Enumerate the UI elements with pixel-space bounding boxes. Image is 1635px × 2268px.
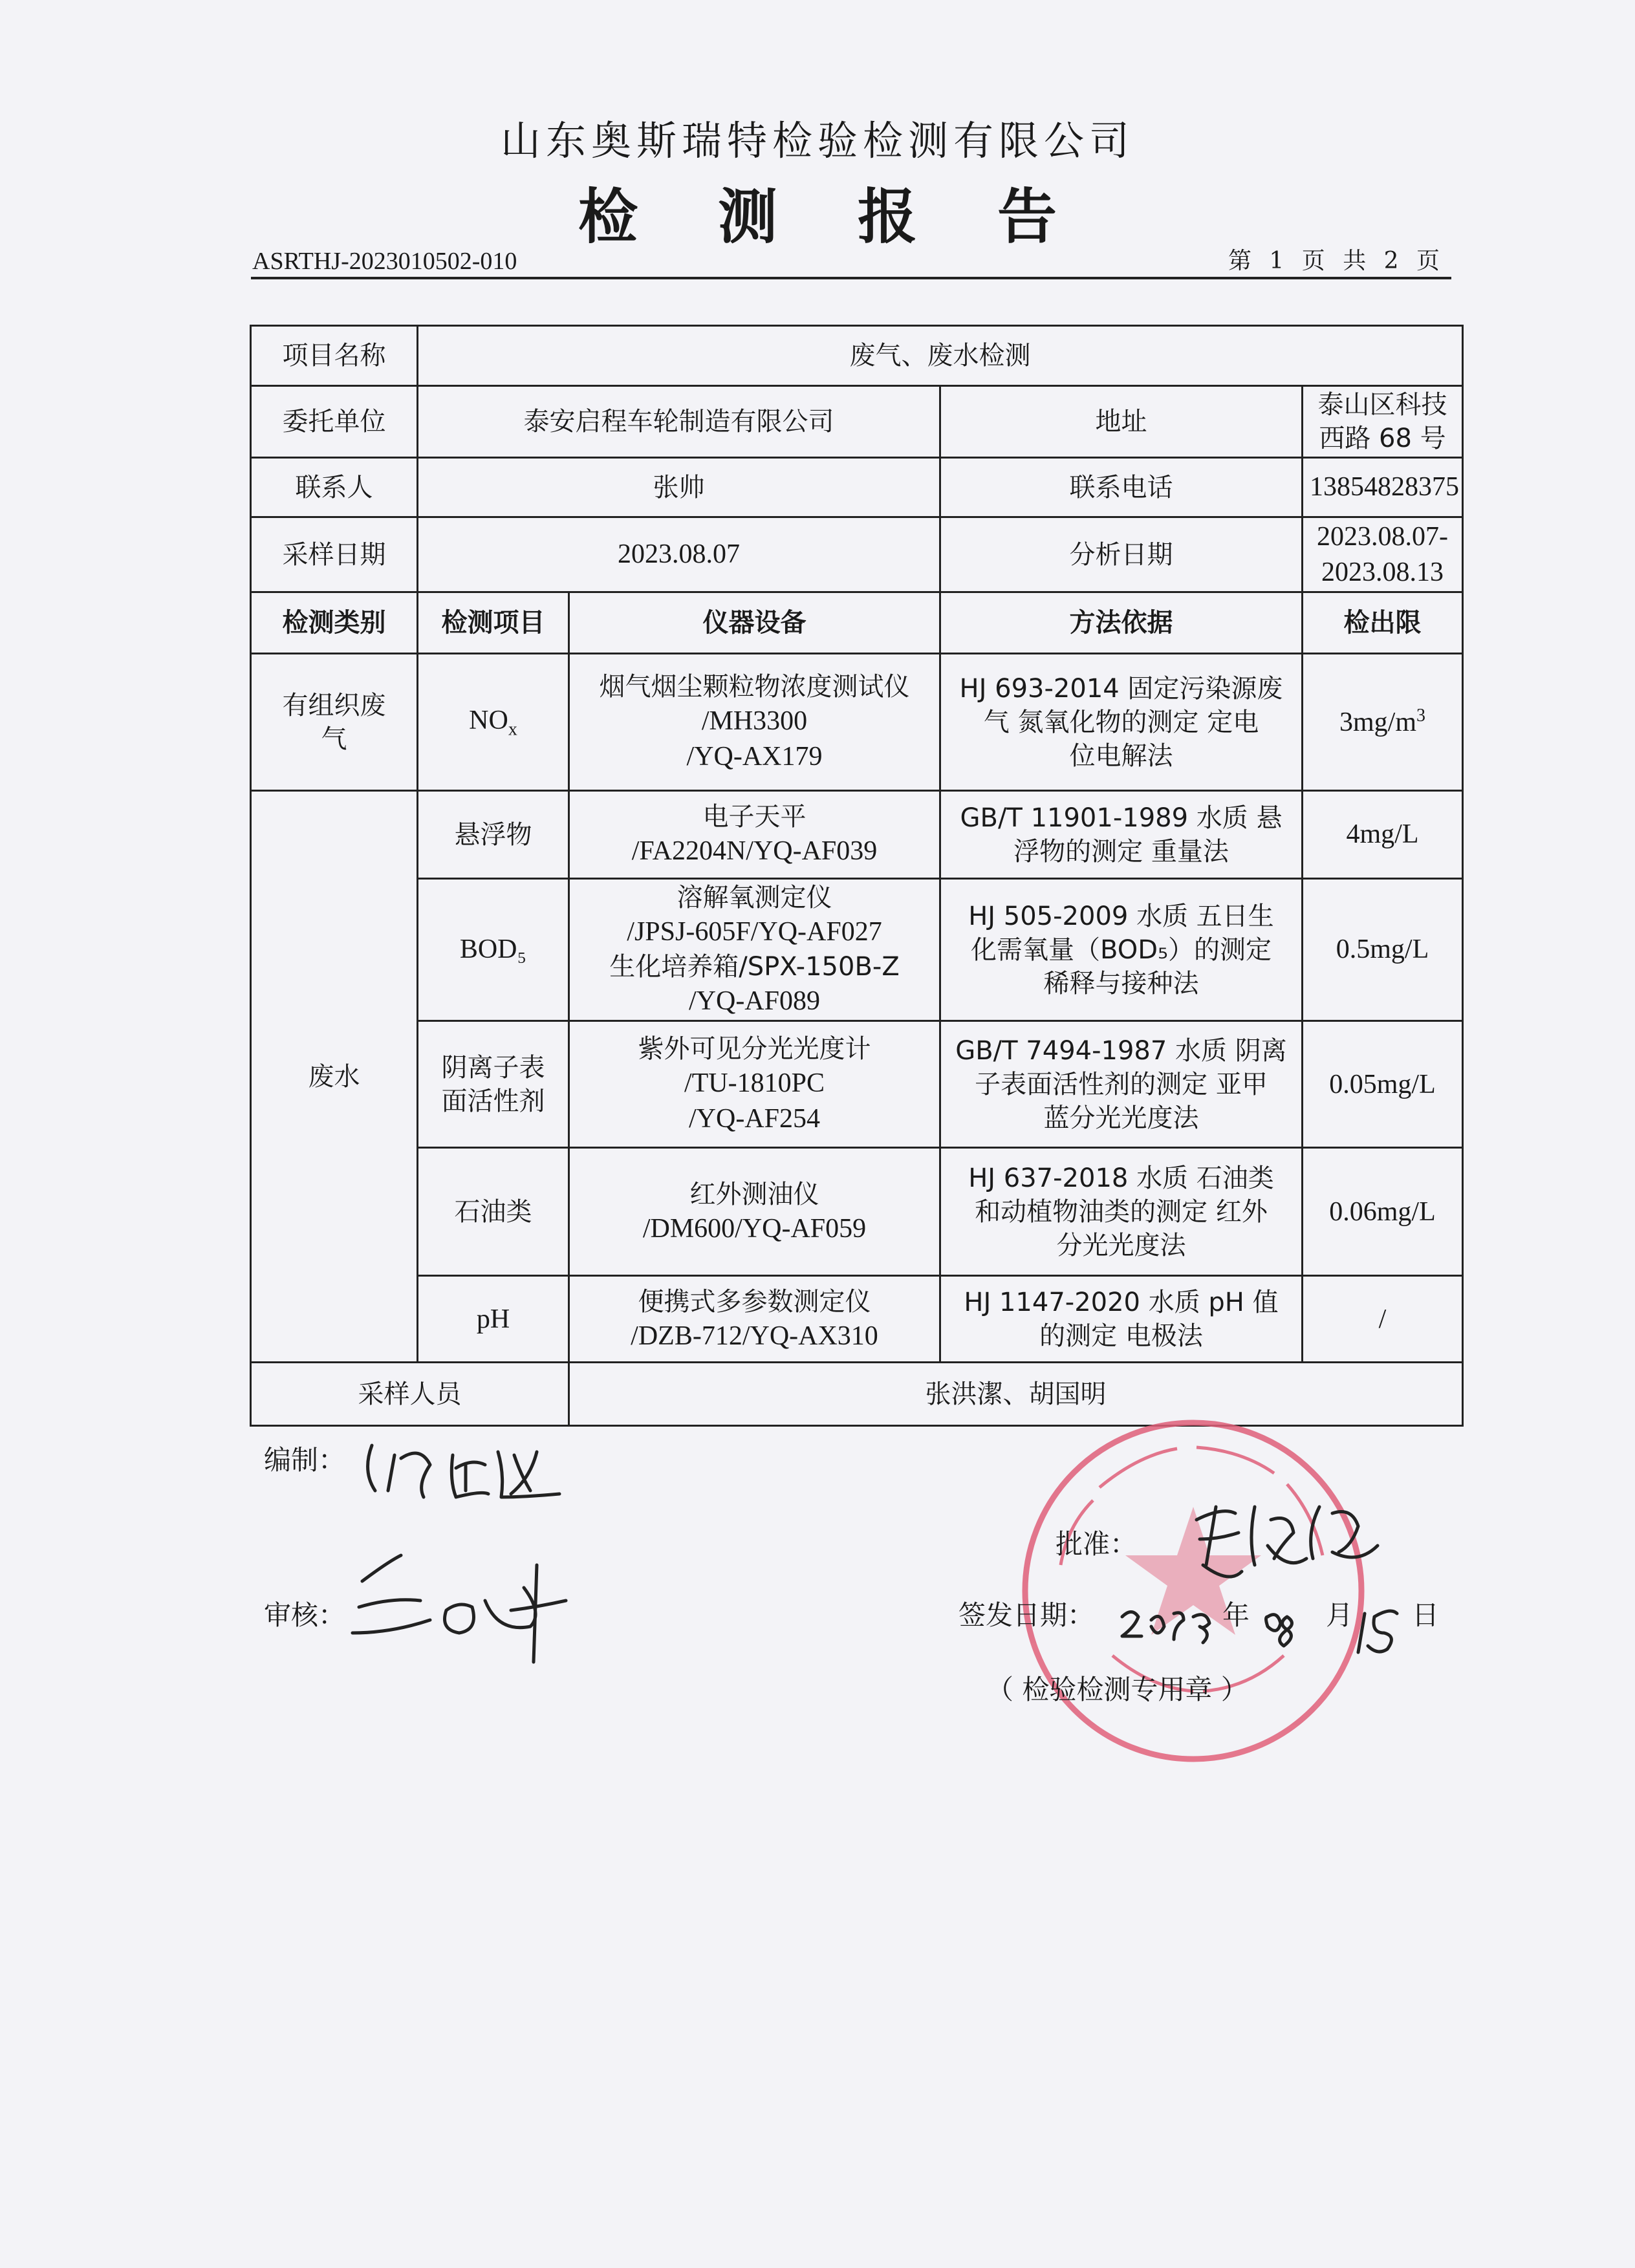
col-method: 方法依据 (940, 592, 1303, 654)
col-category: 检测类别 (251, 592, 418, 654)
water-instrument-line: 溶解氧测定仪 (677, 883, 832, 913)
water-item: pH (418, 1276, 569, 1363)
water-method-line: 浮物的测定 重量法 (1013, 836, 1229, 867)
water-limit: / (1303, 1276, 1463, 1363)
compiler-signature (368, 1445, 559, 1497)
water-limit: 0.5mg/L (1303, 879, 1463, 1021)
water-instrument-line: /DM600/YQ-AF059 (642, 1213, 867, 1244)
water-instrument-line: 紫外可见分光光度计 (638, 1034, 871, 1064)
col-item: 检测项目 (418, 592, 569, 654)
report-number: ASRTHJ-2023010502-010 (252, 248, 517, 275)
water-method-line: GB/T 7494-1987 水质 阴离 (955, 1035, 1287, 1066)
reviewer-signature (352, 1555, 566, 1662)
water-method-line: 稀释与接种法 (1043, 968, 1199, 999)
project-value: 废气、废水检测 (418, 326, 1463, 386)
water-method-line: 的测定 电极法 (1039, 1321, 1203, 1351)
water-method-line: HJ 637-2018 水质 石油类 (968, 1163, 1274, 1193)
handwritten-issue-day (1358, 1611, 1397, 1652)
water-instrument-line: /YQ-AF089 (688, 986, 820, 1016)
client-value: 泰安启程车轮制造有限公司 (418, 386, 940, 458)
gas-method-line: HJ 693-2014 固定污染源废 (959, 673, 1283, 704)
project-label: 项目名称 (251, 326, 418, 386)
water-instrument-line: 电子天平 (702, 802, 807, 832)
gas-instrument-line: 烟气烟尘颗粒物浓度测试仪 (599, 672, 910, 702)
water-item: BOD₅ (418, 879, 569, 1021)
water-instrument-line: 便携式多参数测定仪 (638, 1286, 871, 1317)
water-method-line: HJ 505-2009 水质 五日生 (968, 901, 1274, 931)
water-instrument-line: /YQ-AF254 (688, 1103, 820, 1134)
contact-label: 联系人 (251, 458, 418, 517)
company-name: 山东奥斯瑞特检验检测有限公司 (500, 117, 1134, 164)
water-method-line: HJ 1147-2020 水质 pH 值 (964, 1287, 1279, 1317)
water-method-line: 子表面活性剂的测定 亚甲 (975, 1069, 1268, 1099)
gas-method-line: 气 氮氧化物的测定 定电 (983, 707, 1259, 737)
gas-instrument-line: /YQ-AX179 (686, 741, 823, 772)
water-item: 石油类 (418, 1148, 569, 1276)
water-instrument-line: /TU-1810PC (684, 1068, 825, 1099)
company-seal (1025, 1423, 1361, 1759)
gas-instrument-line: /MH3300 (701, 706, 808, 737)
water-instrument-line: /FA2204N/YQ-AF039 (631, 836, 878, 867)
samplers-value: 张洪潔、胡国明 (569, 1363, 1463, 1426)
stamp-note: （ 检验检测专用章 ） (986, 1674, 1248, 1705)
page-info: 第 1 页 共 2 页 (1228, 248, 1445, 274)
sample-date-value: 2023.08.07 (418, 517, 940, 592)
month-char: 月 (1326, 1599, 1354, 1631)
water-method-line: 化需氧量（BOD₅）的测定 (970, 934, 1272, 965)
water-method-line: 和动植物油类的测定 红外 (975, 1196, 1268, 1227)
analysis-date-value: 2023.08.07-2023.08.13 (1303, 517, 1463, 592)
gas-method-line: 位电解法 (1069, 740, 1173, 771)
samplers-label: 采样人员 (251, 1363, 569, 1426)
water-method-line: GB/T 11901-1989 水质 悬 (960, 803, 1283, 833)
gas-item-main: NO (469, 705, 508, 735)
phone-value: 13854828375 (1303, 458, 1463, 517)
day-char: 日 (1412, 1599, 1440, 1631)
sample-date-label: 采样日期 (251, 517, 418, 592)
water-instrument-line: /JPSJ-605F/YQ-AF027 (627, 917, 882, 947)
water-limit: 0.06mg/L (1303, 1148, 1463, 1276)
address-value: 泰山区科技西路 68 号 (1303, 386, 1463, 458)
client-label: 委托单位 (251, 386, 418, 458)
water-item: 悬浮物 (418, 791, 569, 879)
report-title: 检 测 报 告 (578, 182, 1087, 252)
address-label: 地址 (940, 386, 1303, 458)
issue-date-label: 签发日期： (958, 1599, 1095, 1631)
water-limit: 0.05mg/L (1303, 1021, 1463, 1148)
water-method-line: 分光光度法 (1056, 1230, 1186, 1260)
approver-label: 批准： (1056, 1528, 1138, 1560)
col-instrument: 仪器设备 (569, 592, 940, 654)
handwritten-issue-month (1266, 1615, 1292, 1646)
water-method-line: 蓝分光光度法 (1043, 1103, 1199, 1133)
reviewer-label: 审核： (264, 1599, 346, 1631)
water-item: 阴离子表面活性剂 (418, 1021, 569, 1148)
contact-value: 张帅 (418, 458, 940, 517)
water-instrument-line: 生化培养箱/SPX-150B-Z (609, 951, 900, 982)
gas-limit-sup: 3 (1416, 705, 1425, 726)
water-limit: 4mg/L (1303, 791, 1463, 879)
analysis-date-label: 分析日期 (940, 517, 1303, 592)
phone-label: 联系电话 (940, 458, 1303, 517)
col-limit: 检出限 (1303, 592, 1463, 654)
water-instrument-line: /DZB-712/YQ-AX310 (631, 1321, 878, 1351)
year-char: 年 (1222, 1599, 1250, 1631)
water-category: 废水 (251, 791, 418, 1363)
gas-limit-main: 3mg/m (1339, 707, 1416, 737)
gas-category: 有组织废气 (251, 654, 418, 791)
gas-item-sub: x (508, 719, 517, 740)
water-instrument-line: 红外测油仪 (689, 1179, 819, 1209)
compiler-label: 编制： (264, 1444, 346, 1476)
